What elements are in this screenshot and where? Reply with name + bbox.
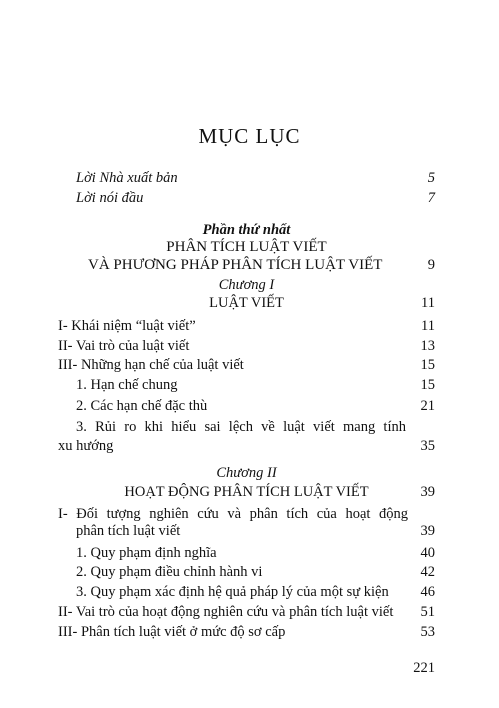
toc-entry: 1. Hạn chế chung 15 xyxy=(76,377,435,393)
toc-entry: Lời Nhà xuất bản 5 xyxy=(76,170,435,186)
toc-entry-continuation: xu hướng 35 xyxy=(58,438,435,454)
toc-entry-continuation: phân tích luật viết 39 xyxy=(76,523,435,539)
toc-entry: 2. Quy phạm điều chỉnh hành vi 42 xyxy=(76,564,435,580)
toc-entry: II- Vai trò của luật viết 13 xyxy=(58,338,435,354)
toc-entry: II- Vai trò của hoạt động nghiên cứu và phân tích luật viết 51 xyxy=(58,604,435,620)
page-number: 221 xyxy=(413,660,435,676)
toc-entry: Lời nói đầu 7 xyxy=(76,190,435,206)
part-title: PHÂN TÍCH LUẬT VIẾT xyxy=(166,239,327,255)
toc-entry: I- Đối tượng nghiên cứu và phân tích của hoạt động xyxy=(58,506,408,522)
toc-entry: 1. Quy phạm định nghĩa 40 xyxy=(76,545,435,561)
toc-entry: 3. Rủi ro khi hiểu sai lệch về luật viết mang tính xyxy=(76,419,406,435)
toc-entry: 2. Các hạn chế đặc thù 21 xyxy=(76,398,435,414)
chapter-label: Chương I xyxy=(218,277,275,293)
part-label: Phần thứ nhất xyxy=(202,222,291,238)
chapter-label: Chương II xyxy=(216,465,277,481)
toc-entry: III- Những hạn chế của luật viết 15 xyxy=(58,357,435,373)
toc-entry: I- Khái niệm “luật viết” 11 xyxy=(58,318,435,334)
toc-entry: 3. Quy phạm xác định hệ quả pháp lý của một sự kiện 46 xyxy=(76,584,435,600)
part-title-line2: VÀ PHƯƠNG PHÁP PHÂN TÍCH LUẬT VIẾT 9 xyxy=(88,257,435,273)
page-title: MỤC LỤC xyxy=(198,124,301,148)
toc-entry: III- Phân tích luật viết ở mức độ sơ cấp 53 xyxy=(58,624,435,640)
